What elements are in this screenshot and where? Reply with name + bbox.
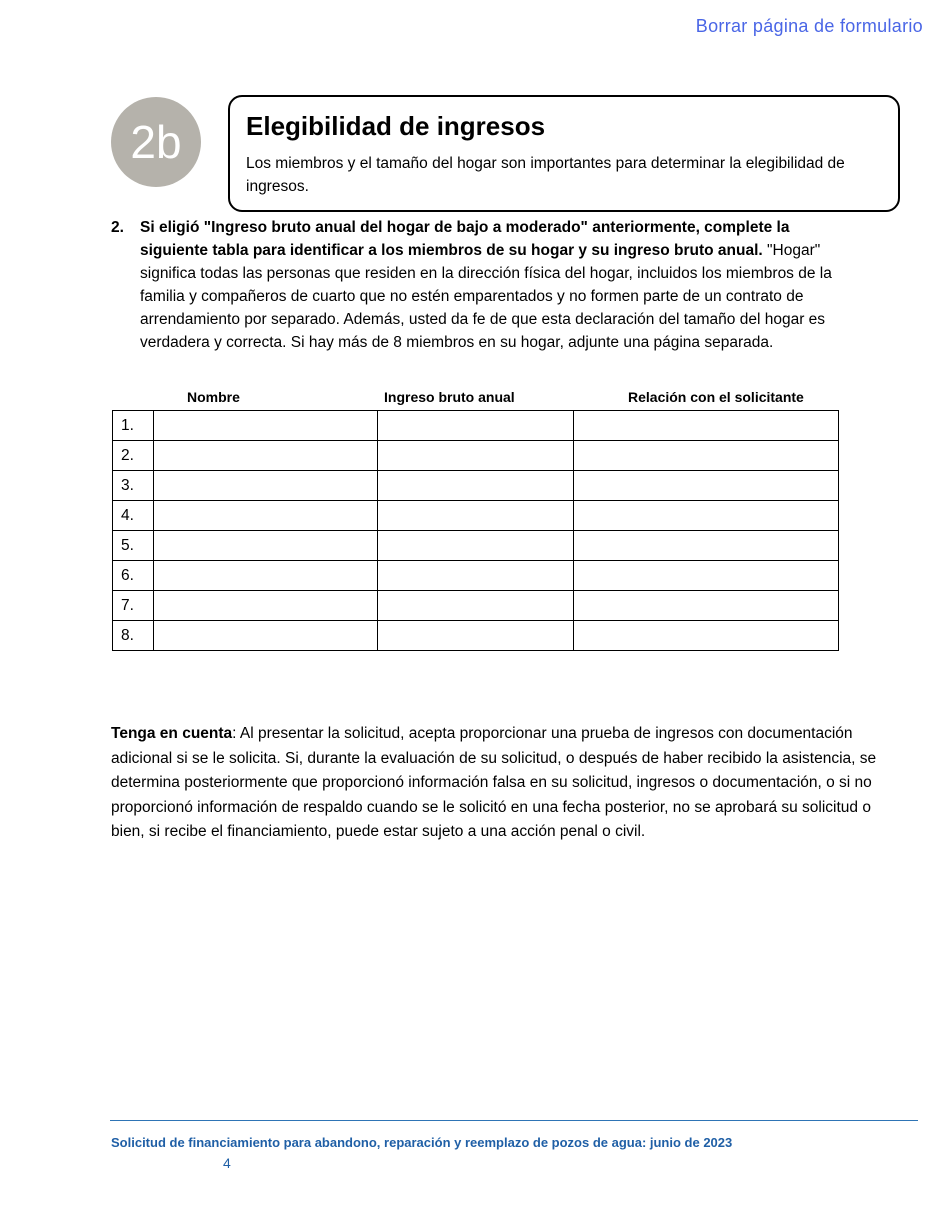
- relation-cell[interactable]: [574, 591, 839, 621]
- clear-form-page-button[interactable]: Borrar página de formulario: [695, 16, 923, 36]
- table-row: [113, 621, 839, 651]
- row-number: 6.: [113, 561, 154, 591]
- relation-cell[interactable]: [574, 471, 839, 501]
- row-number: 8.: [113, 621, 154, 651]
- income-cell[interactable]: [378, 441, 574, 471]
- row-number: 3.: [113, 471, 154, 501]
- section-badge: 2b: [111, 97, 201, 187]
- question-2: [111, 216, 856, 354]
- section-header: [228, 95, 900, 212]
- income-cell[interactable]: [378, 501, 574, 531]
- income-cell[interactable]: [378, 591, 574, 621]
- disclaimer-note: [111, 722, 901, 845]
- note-text: : Al presentar la solicitud, acepta proporcionar una prueba de ingresos con documentación adicional si se le solicita. Si, durante la evaluación de su solicitud, o después de haber recibido la asistencia, se determina posteriormente que proporcionó información falsa en su solicitud, ingresos o documentación, o si no proporcionó información de respaldo cuando se le solicitó en una fecha posterior, no se aprobará su solicitud o bien, si recibe el financiamiento, puede estar sujeto a una acción penal o civil.: [111, 725, 877, 840]
- name-cell[interactable]: [154, 501, 378, 531]
- name-cell[interactable]: [154, 591, 378, 621]
- row-number: 5.: [113, 531, 154, 561]
- household-members-table: [112, 410, 839, 651]
- row-number: 4.: [113, 501, 154, 531]
- note-label: Tenga en cuenta: [111, 725, 233, 742]
- name-cell[interactable]: [154, 411, 378, 441]
- column-header-income: Ingreso bruto anual: [384, 389, 515, 405]
- name-cell[interactable]: [154, 531, 378, 561]
- page-number: 4: [223, 1155, 231, 1171]
- income-cell[interactable]: [378, 411, 574, 441]
- table-row: [113, 501, 839, 531]
- relation-cell[interactable]: [574, 441, 839, 471]
- row-number: 1.: [113, 411, 154, 441]
- relation-cell[interactable]: [574, 501, 839, 531]
- income-cell[interactable]: [378, 561, 574, 591]
- relation-cell[interactable]: [574, 531, 839, 561]
- row-number: 2.: [113, 441, 154, 471]
- name-cell[interactable]: [154, 441, 378, 471]
- income-cell[interactable]: [378, 471, 574, 501]
- income-cell[interactable]: [378, 531, 574, 561]
- relation-cell[interactable]: [574, 621, 839, 651]
- footer-divider: [110, 1120, 918, 1121]
- row-number: 7.: [113, 591, 154, 621]
- column-header-relation: Relación con el solicitante: [628, 389, 804, 405]
- name-cell[interactable]: [154, 561, 378, 591]
- table-row: [113, 561, 839, 591]
- section-title: Elegibilidad de ingresos: [246, 111, 546, 141]
- table-row: [113, 441, 839, 471]
- table-row: [113, 531, 839, 561]
- question-bold-text: Si eligió "Ingreso bruto anual del hogar de bajo a moderado" anteriormente, complete la siguiente tabla para identificar a los miembros de su hogar y su ingreso bruto anual.: [140, 219, 790, 259]
- footer-title: Solicitud de financiamiento para abandono, reparación y reemplazo de pozos de agua: junio de 2023: [111, 1135, 733, 1150]
- relation-cell[interactable]: [574, 561, 839, 591]
- name-cell[interactable]: [154, 471, 378, 501]
- table-row: [113, 591, 839, 621]
- name-cell[interactable]: [154, 621, 378, 651]
- question-number: 2.: [111, 219, 124, 236]
- relation-cell[interactable]: [574, 411, 839, 441]
- column-header-name: Nombre: [187, 389, 240, 405]
- income-cell[interactable]: [378, 621, 574, 651]
- section-description: Los miembros y el tamaño del hogar son importantes para determinar la elegibilidad de ingresos.: [246, 155, 845, 195]
- table-row: [113, 411, 839, 441]
- table-row: [113, 471, 839, 501]
- question-body-text: "Hogar" significa todas las personas que residen en la dirección física del hogar, incluidos los miembros de la familia y compañeros de cuarto que no estén emparentados y no formen parte de un contrato de arrendamiento por separado. Además, usted da fe de que esta declaración del tamaño del hogar es verdadera y correcta. Si hay más de 8 miembros en su hogar, adjunte una página separada.: [140, 242, 832, 351]
- question-text: [140, 216, 856, 354]
